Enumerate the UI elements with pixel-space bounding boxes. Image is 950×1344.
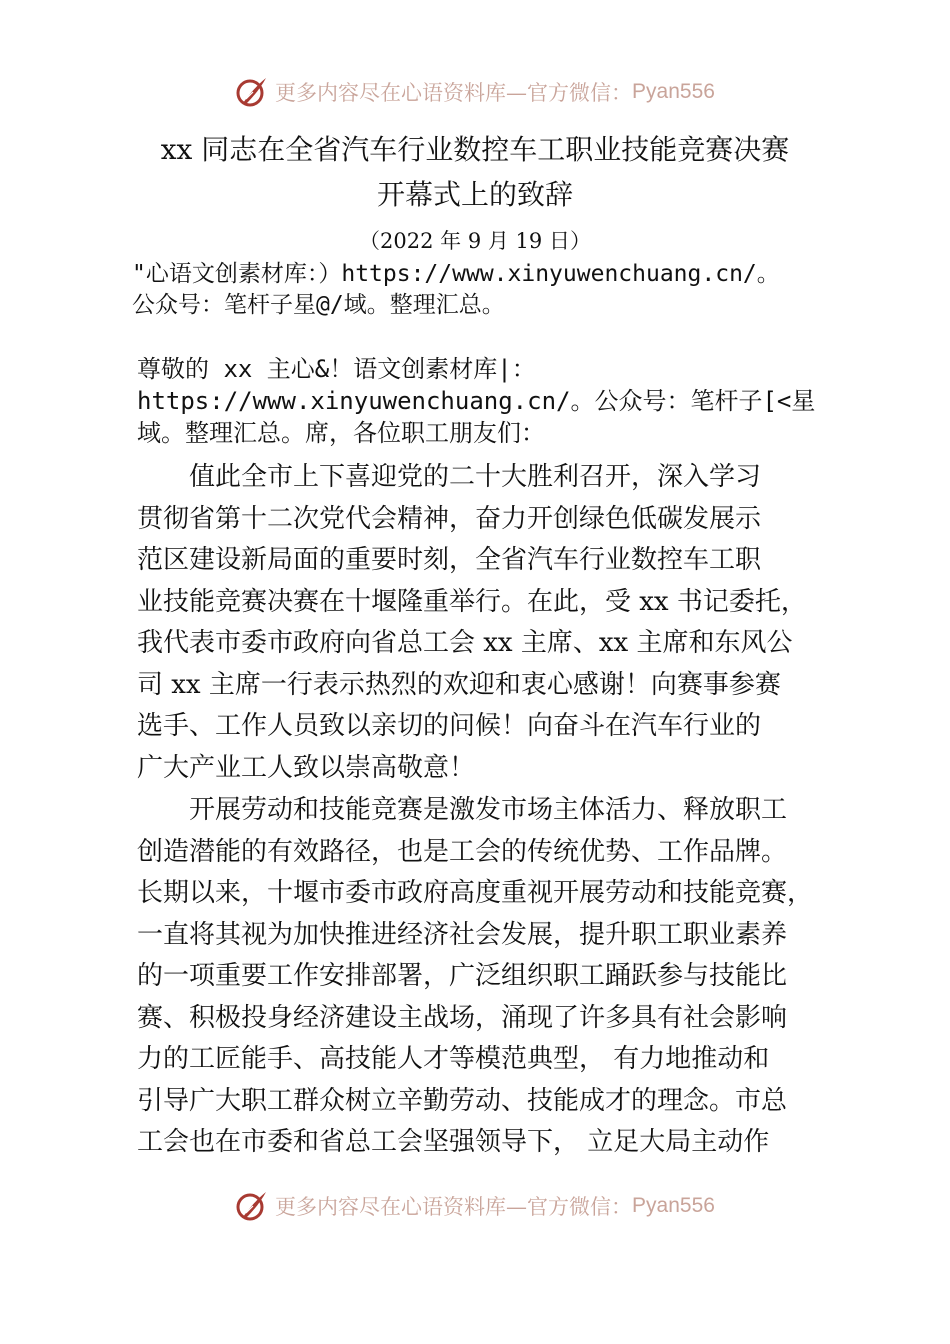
paragraph-1 [137, 457, 807, 789]
header-banner [0, 72, 950, 112]
source-note-line-1: "心语文创素材库：）https://www.xinyuwenchuang.cn/。 [132, 261, 780, 287]
paragraph-line: 我代表市委市政府向省总工会 xx 主席、xx 主席和东风公 [137, 628, 793, 658]
quill-pen-logo-icon [235, 75, 269, 109]
banner-text: 更多内容尽在心语资料库—官方微信： [275, 1195, 633, 1219]
banner-wechat-handle: Pyan556 [632, 1194, 715, 1217]
paragraph-line: 力的工匠能手、高技能人才等模范典型， 有力地推动和 [137, 1044, 770, 1074]
paragraph-line: 业技能竞赛决赛在十堰隆重举行。在此，受 xx 书记委托， [137, 586, 807, 617]
salutation-line-3: 域。整理汇总。席，各位职工朋友们： [137, 419, 545, 447]
paragraph-line: 司 xx 主席一行表示热烈的欢迎和衷心感谢！向赛事参赛 [137, 669, 781, 700]
paragraph-line: 创造潜能的有效路径，也是工会的传统优势、工作品牌。 [137, 836, 788, 867]
salutation-line-1: 尊敬的 xx 主心&！语文创素材库|： [137, 355, 536, 383]
document-title-line-1: xx 同志在全省汽车行业数控车工职业技能竞赛决赛 [160, 133, 790, 166]
paragraph-line: 一直将其视为加快推进经济社会发展，提升职工职业素养 [137, 919, 788, 950]
quill-pen-logo-icon [235, 1189, 269, 1223]
footer-banner [0, 1186, 950, 1226]
salutation-line-2: https://www.xinyuwenchuang.cn/。公众号：笔杆子[<星 [137, 387, 816, 415]
paragraph-line: 的一项重要工作安排部署，广泛组织职工踊跃参与技能比 [137, 961, 788, 991]
paragraph-line: 工会也在市委和省总工会坚强领导下， 立足大局主动作 [137, 1127, 770, 1157]
source-note-line-2: 公众号：笔杆子星@/域。整理汇总。 [132, 292, 505, 318]
paragraph-line: 开展劳动和技能竞赛是激发市场主体活力、释放职工 [137, 795, 788, 825]
paragraph-line: 引导广大职工群众树立辛勤劳动、技能成才的理念。市总 [137, 1085, 788, 1116]
paragraph-line: 贯彻省第十二次党代会精神，奋力开创绿色低碳发展示 [137, 503, 762, 534]
banner-text: 更多内容尽在心语资料库—官方微信： [275, 81, 633, 105]
document-date: （2022 年 9 月 19 日） [359, 229, 591, 253]
paragraph-line: 广大产业工人致以崇高敬意！ [137, 752, 476, 783]
banner-wechat-handle: Pyan556 [632, 80, 715, 103]
paragraph-line: 范区建设新局面的重要时刻，全省汽车行业数控车工职 [137, 545, 762, 575]
paragraph-2 [137, 790, 813, 1164]
paragraph-line: 长期以来，十堰市委市政府高度重视开展劳动和技能竞赛， [137, 878, 814, 908]
salutation [137, 353, 815, 449]
paragraph-line: 值此全市上下喜迎党的二十大胜利召开，深入学习 [137, 462, 762, 492]
paragraph-line: 赛、积极投身经济建设主战场，涌现了许多具有社会影响 [137, 1002, 788, 1033]
paragraph-line: 选手、工作人员致以亲切的问候！向奋斗在汽车行业的 [137, 711, 762, 741]
document-title-line-2: 开幕式上的致辞 [376, 178, 573, 211]
source-note [132, 259, 780, 321]
